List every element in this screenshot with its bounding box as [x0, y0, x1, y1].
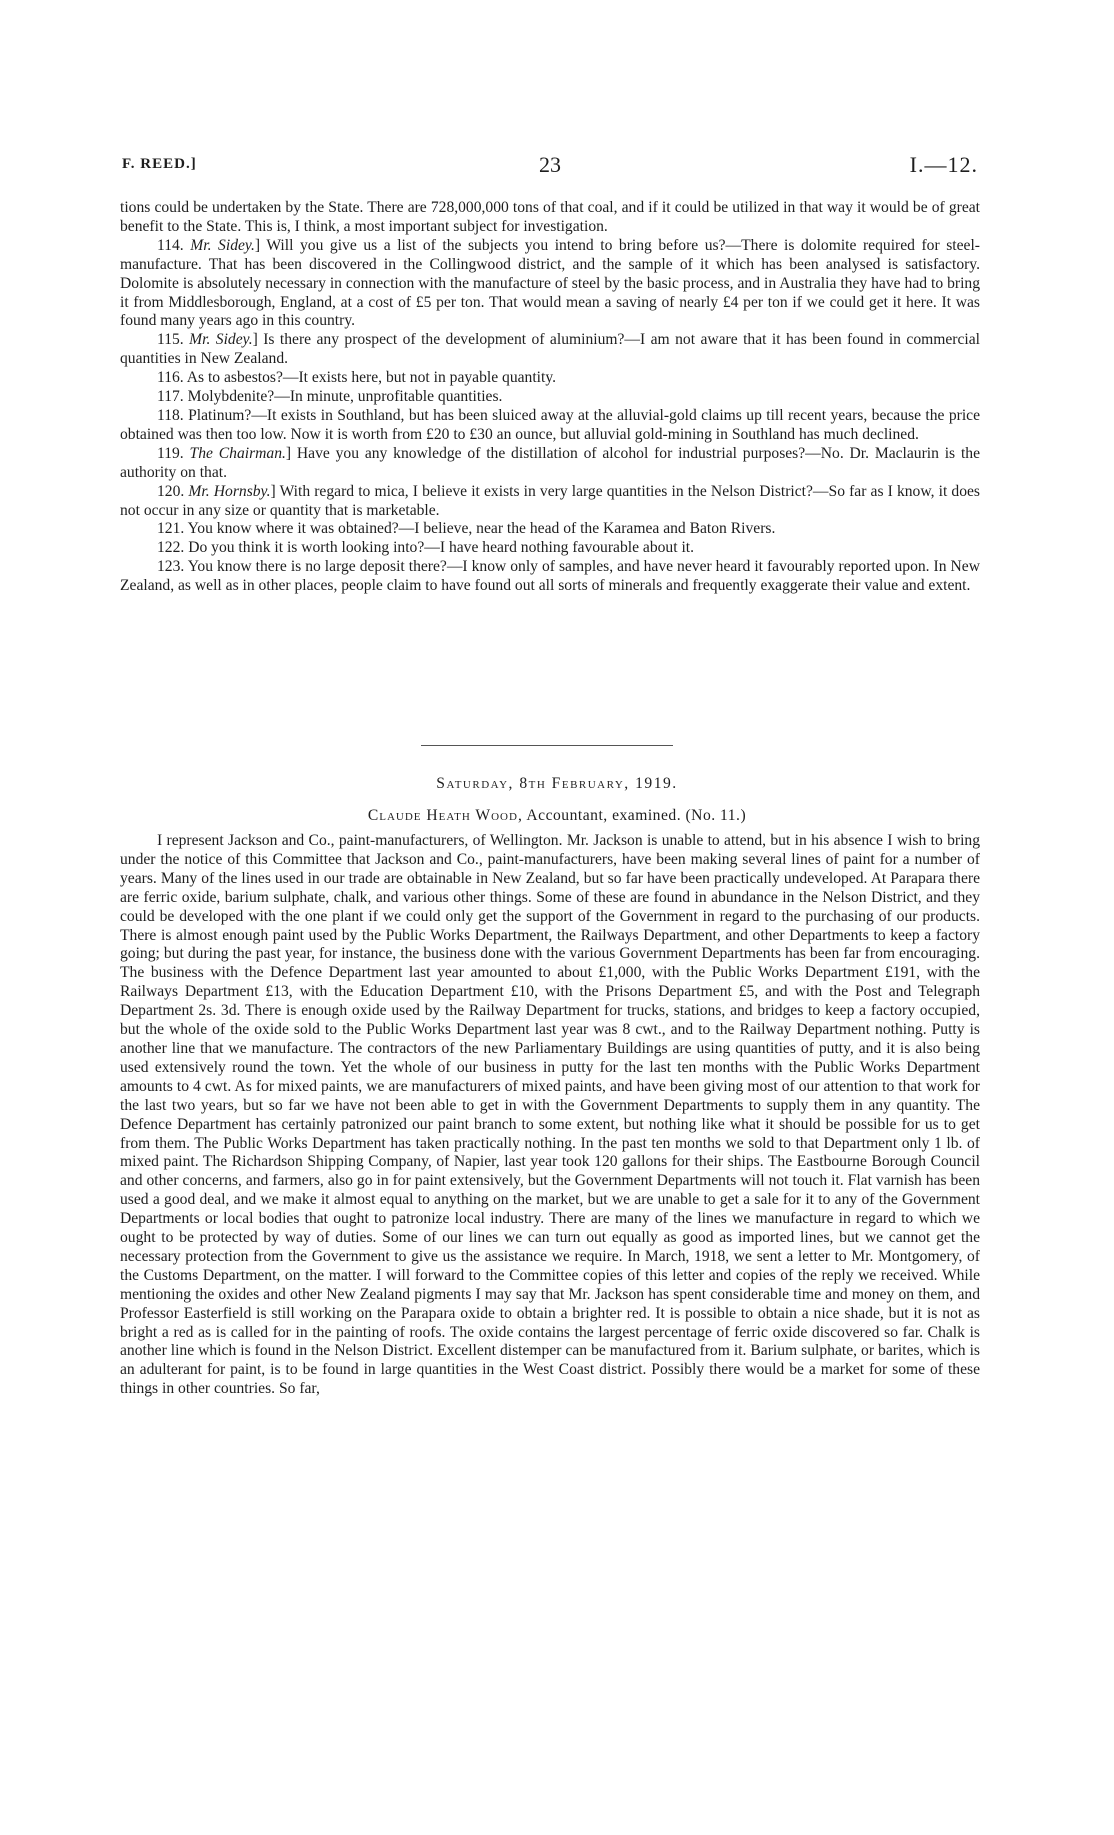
witness-heading	[0, 807, 1114, 825]
witness-name: Claude Heath Wood,	[367, 807, 523, 824]
speaker-name: Mr. Sidey.	[189, 331, 253, 349]
evidence-block-continued	[120, 199, 980, 596]
question-123: 123. You know there is no large deposit there?—I know only of samples, and have never heard it favourably reported upon. In New Zealand, as well as in other places, people claim to have found out all sorts of minerals and frequently exaggerate their value and extent.	[120, 558, 980, 595]
question-number: 120.	[157, 482, 185, 500]
question-text: ] With regard to mica, I believe it exists in very large quantities in the Nelson District?—So far as I know, it does not occur in any size or quantity that is marketable.	[120, 482, 981, 519]
page-header	[122, 152, 978, 182]
speaker-name: Mr. Hornsby.	[188, 482, 271, 500]
question-117: 117. Molybdenite?—In minute, unprofitable quantities.	[157, 388, 503, 406]
question-text: ] Will you give us a list of the subjects you intend to bring before us?—There is dolomite required for steel-manufacture. That has been discovered in the Collingwood district, and the sample of it which has been analysed is satisfactory. Dolomite is absolutely necessary in connection with the manufacture of steel by the basic process, and in Australia they have had to bring it from Middlesborough, England, at a cost of £5 per ton. That would mean a saving of nearly £4 per ton if we could get it here. It was found many years ago in this country.	[120, 236, 980, 330]
question-119	[120, 445, 980, 483]
page-number: 23	[539, 152, 561, 177]
question-number: 119.	[157, 444, 184, 462]
continued-paragraph: tions could be undertaken by the State. There are 728,000,000 tons of that coal, and if it could be utilized in that way it would be of great benefit to the State. This is, I think, a most important subject for investigation.	[120, 199, 980, 235]
session-date-heading: Saturday, 8th February, 1919.	[436, 775, 678, 792]
header-witness-ref: F. REED.]	[122, 156, 197, 172]
question-text: ] Have you any knowledge of the distillation of alcohol for industrial purposes?—No. Dr. Maclaurin is the authority on that.	[120, 444, 980, 481]
question-number: 115.	[157, 331, 184, 349]
question-121: 121. You know where it was obtained?—I believe, near the head of the Karamea and Baton Rivers.	[157, 520, 776, 538]
document-ref: I.—12.	[909, 152, 978, 177]
question-115	[120, 331, 980, 369]
witness-statement	[120, 832, 980, 1399]
speaker-name: The Chairman.	[189, 444, 286, 462]
question-number: 114.	[157, 236, 184, 254]
question-text: ] Is there any prospect of the development of aluminium?—I am not aware that it has been found in commercial quantities in New Zealand.	[120, 331, 980, 368]
question-114	[120, 237, 980, 332]
speaker-name: Mr. Sidey.	[190, 236, 255, 254]
question-120	[120, 483, 980, 521]
question-116: 116. As to asbestos?—It exists here, but not in payable quantity.	[157, 369, 557, 387]
section-divider	[421, 745, 673, 746]
witness-description: Accountant, examined. (No. 11.)	[522, 807, 747, 824]
statement-paragraph: I represent Jackson and Co., paint-manufacturers, of Wellington. Mr. Jackson is unable to attend, but in his absence I wish to bring under the notice of this Committee that Jackson and Co., paint-manufacturers, have been making several lines of paint for a number of years. Many of the lines used in our trade are obtainable in New Zealand, but so far have been practically undeveloped. At Parapara there are ferric oxide, barium sulphate, chalk, and various other things. Some of these are found in abundance in the Nelson District, and they could be developed with the one plant if we could only get the support of the Government in regard to the purchasing of our products. There is almost enough paint used by the Public Works Department, the Railways Department, and other Departments to keep a factory going; but during the past year, for instance, the business done with the various Government Departments has been far from encouraging. The business with the Defence Department last year amounted to about £1,000, with the Public Works Department £191, with the Railways Department £13, with the Education Department £10, with the Prisons Department £5, and with the Post and Telegraph Department 2s. 3d. There is enough oxide used by the Railway Department for trucks, stations, and bridges to keep a factory occupied, but the whole of the oxide sold to the Public Works Department last year was 8 cwt., and to the Railway Department nothing. Putty is another line that we manufacture. The contractors of the new Parliamentary Buildings are using quantities of putty, and it is also being used extensively round the town. Yet the whole of our business in putty for the last ten months with the Public Works Department amounts to 4 cwt. As for mixed paints, we are manufacturers of mixed paints, and have been giving most of our attention to that work for the last two years, but so far we have not been able to get in with the Government Departments to supply them in any quantity. The Defence Department has certainly patronized our paint branch to some extent, but nothing like what it should be possible for us to get from them. The Public Works Department has taken practically nothing. In the past ten months we sold to that Department only 1 lb. of mixed paint. The Richardson Shipping Company, of Napier, last year took 120 gallons for their ships. The Eastbourne Borough Council and other concerns, and farmers, also go in for paint extensively, but the Government Departments will not touch it. Flat varnish has been used a good deal, and we make it almost equal to anything on the market, but we are unable to get a sale for it to any of the Government Departments or local bodies that ought to patronize local industry. There are many of the lines we manufacture in regard to which we ought to be protected by way of duties. Some of our lines we can turn out equally as good as imported lines, but we cannot get the necessary protection from the Government to give us the assistance we require. In March, 1918, we sent a letter to Mr. Montgomery, of the Customs Department, on the matter. I will forward to the Committee copies of this letter and copies of the reply we received. While mentioning the oxides and other New Zealand pigments I may say that Mr. Jackson has spent considerable time and money on them, and Professor Easterfield is still working on the Parapara oxide to obtain a brighter red. It is possible to obtain a nice shade, but it is not as bright a red as is called for in the painting of roofs. The oxide contains the largest percentage of ferric oxide discovered so far. Chalk is another line which is found in the Nelson District. Excellent distemper can be manufactured from it. Barium sulphate, or barites, which is an adulterant for paint, is to be found in large quantities in the West Coast district. Possibly there would be a market for some of these things in other countries. So far,	[120, 832, 980, 1398]
question-122: 122. Do you think it is worth looking into?—I have heard nothing favourable about it.	[157, 539, 695, 557]
question-118: 118. Platinum?—It exists in Southland, but has been sluiced away at the alluvial-gold claims up till recent years, because the price obtained was then too low. Now it is worth from £20 to £30 an ounce, but alluvial gold-mining in Southland has much declined.	[120, 406, 980, 443]
